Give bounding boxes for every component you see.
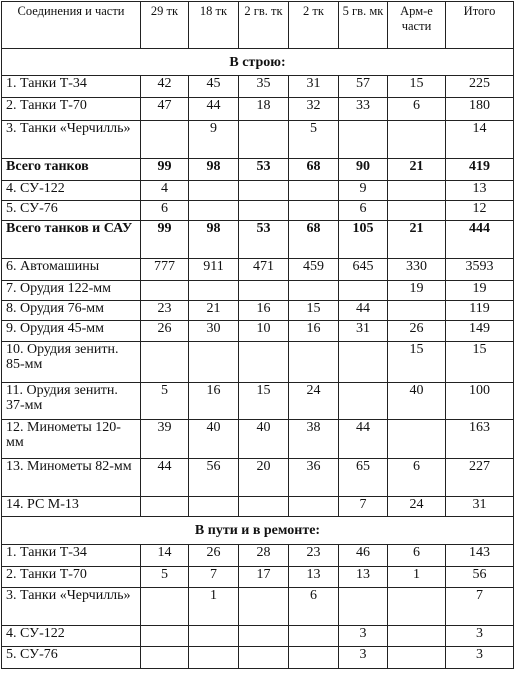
value-cell: 44: [339, 420, 388, 459]
total-cell: 13: [446, 181, 514, 201]
value-cell: 5: [289, 121, 339, 159]
value-cell: 40: [239, 420, 289, 459]
value-cell: 57: [339, 76, 388, 98]
total-cell: 31: [446, 497, 514, 517]
value-cell: 26: [189, 545, 239, 567]
row-label: 8. Орудия 76-мм: [2, 301, 141, 321]
value-cell: 19: [388, 281, 446, 301]
value-cell: 15: [239, 383, 289, 420]
value-cell: [289, 497, 339, 517]
section-title: В строю:: [2, 49, 514, 76]
value-cell: [239, 647, 289, 669]
total-row: [2, 159, 514, 181]
row-label: 11. Орудия зенитн. 37-мм: [2, 383, 141, 420]
total-cell: 119: [446, 301, 514, 321]
value-cell: 5: [141, 567, 189, 588]
value-cell: 471: [239, 259, 289, 281]
value-cell: [339, 121, 388, 159]
column-header: 18 тк: [189, 2, 239, 49]
row-label: 2. Танки Т-70: [2, 98, 141, 121]
value-cell: [189, 647, 239, 669]
value-cell: [388, 121, 446, 159]
value-cell: 56: [189, 459, 239, 497]
value-cell: [141, 281, 189, 301]
value-cell: 6: [289, 588, 339, 626]
value-cell: 6: [388, 545, 446, 567]
value-cell: [239, 342, 289, 383]
value-cell: [388, 647, 446, 669]
value-cell: [239, 181, 289, 201]
column-header: Арм-е части: [388, 2, 446, 49]
row-label: 4. СУ-122: [2, 626, 141, 647]
value-cell: [289, 647, 339, 669]
value-cell: 23: [289, 545, 339, 567]
value-cell: 31: [289, 76, 339, 98]
total-cell: 15: [446, 342, 514, 383]
row-label: 9. Орудия 45-мм: [2, 321, 141, 342]
value-cell: [339, 342, 388, 383]
value-cell: 98: [189, 159, 239, 181]
total-cell: 163: [446, 420, 514, 459]
row-label: 1. Танки Т-34: [2, 545, 141, 567]
section-title: В пути и в ремонте:: [2, 517, 514, 545]
header-row: [2, 2, 514, 49]
value-cell: 24: [289, 383, 339, 420]
value-cell: [141, 342, 189, 383]
table-row: [2, 420, 514, 459]
row-label: 6. Автомашины: [2, 259, 141, 281]
column-header: 29 тк: [141, 2, 189, 49]
value-cell: 777: [141, 259, 189, 281]
value-cell: 24: [388, 497, 446, 517]
value-cell: 53: [239, 159, 289, 181]
value-cell: 44: [189, 98, 239, 121]
value-cell: [388, 588, 446, 626]
total-row: [2, 221, 514, 259]
value-cell: [388, 201, 446, 221]
value-cell: [141, 588, 189, 626]
value-cell: 459: [289, 259, 339, 281]
value-cell: 15: [289, 301, 339, 321]
value-cell: 16: [189, 383, 239, 420]
value-cell: [189, 497, 239, 517]
total-cell: 419: [446, 159, 514, 181]
value-cell: [289, 281, 339, 301]
table-row: [2, 259, 514, 281]
table-row: [2, 281, 514, 301]
row-label: 4. СУ-122: [2, 181, 141, 201]
value-cell: 16: [289, 321, 339, 342]
table-row: [2, 321, 514, 342]
value-cell: 10: [239, 321, 289, 342]
value-cell: 9: [189, 121, 239, 159]
row-label: 2. Танки Т-70: [2, 567, 141, 588]
table-header: [2, 2, 514, 49]
value-cell: [189, 626, 239, 647]
value-cell: 911: [189, 259, 239, 281]
value-cell: 23: [141, 301, 189, 321]
value-cell: 7: [189, 567, 239, 588]
value-cell: [239, 626, 289, 647]
value-cell: 6: [388, 459, 446, 497]
total-cell: 56: [446, 567, 514, 588]
table-row: [2, 301, 514, 321]
row-label: 5. СУ-76: [2, 647, 141, 669]
value-cell: 46: [339, 545, 388, 567]
value-cell: 21: [189, 301, 239, 321]
column-header: 2 гв. тк: [239, 2, 289, 49]
value-cell: [239, 201, 289, 221]
value-cell: 90: [339, 159, 388, 181]
value-cell: 26: [388, 321, 446, 342]
value-cell: 40: [189, 420, 239, 459]
value-cell: [388, 301, 446, 321]
value-cell: [141, 121, 189, 159]
total-cell: 180: [446, 98, 514, 121]
table-row: [2, 567, 514, 588]
column-header: 5 гв. мк: [339, 2, 388, 49]
value-cell: [239, 588, 289, 626]
total-cell: 19: [446, 281, 514, 301]
value-cell: 68: [289, 159, 339, 181]
total-cell: 143: [446, 545, 514, 567]
value-cell: [289, 342, 339, 383]
value-cell: 99: [141, 159, 189, 181]
value-cell: 645: [339, 259, 388, 281]
value-cell: 26: [141, 321, 189, 342]
value-cell: 105: [339, 221, 388, 259]
value-cell: [388, 420, 446, 459]
table-row: [2, 626, 514, 647]
value-cell: 20: [239, 459, 289, 497]
value-cell: [141, 647, 189, 669]
value-cell: 3: [339, 647, 388, 669]
value-cell: [189, 281, 239, 301]
total-cell: 12: [446, 201, 514, 221]
value-cell: [141, 626, 189, 647]
value-cell: 40: [388, 383, 446, 420]
table-row: [2, 383, 514, 420]
value-cell: 9: [339, 181, 388, 201]
table-row: [2, 647, 514, 669]
total-cell: 100: [446, 383, 514, 420]
value-cell: 13: [289, 567, 339, 588]
equipment-table: [1, 1, 514, 669]
table-row: [2, 342, 514, 383]
value-cell: [339, 383, 388, 420]
table-row: [2, 181, 514, 201]
value-cell: [239, 497, 289, 517]
total-cell: 149: [446, 321, 514, 342]
value-cell: [289, 626, 339, 647]
section-header-row: [2, 517, 514, 545]
value-cell: 35: [239, 76, 289, 98]
value-cell: [289, 201, 339, 221]
row-label: 13. Минометы 82-мм: [2, 459, 141, 497]
total-cell: 3: [446, 626, 514, 647]
value-cell: 38: [289, 420, 339, 459]
value-cell: 68: [289, 221, 339, 259]
value-cell: 47: [141, 98, 189, 121]
row-label: 3. Танки «Черчилль»: [2, 588, 141, 626]
value-cell: 21: [388, 221, 446, 259]
value-cell: 16: [239, 301, 289, 321]
value-cell: 15: [388, 76, 446, 98]
total-cell: 3: [446, 647, 514, 669]
value-cell: 98: [189, 221, 239, 259]
section-header-row: [2, 49, 514, 76]
value-cell: 17: [239, 567, 289, 588]
total-cell: 444: [446, 221, 514, 259]
row-label: 5. СУ-76: [2, 201, 141, 221]
value-cell: 36: [289, 459, 339, 497]
value-cell: 330: [388, 259, 446, 281]
value-cell: 44: [339, 301, 388, 321]
value-cell: 7: [339, 497, 388, 517]
row-label: 12. Минометы 120-мм: [2, 420, 141, 459]
value-cell: [388, 181, 446, 201]
table-row: [2, 545, 514, 567]
total-cell: 3593: [446, 259, 514, 281]
value-cell: 6: [388, 98, 446, 121]
value-cell: 45: [189, 76, 239, 98]
total-cell: 14: [446, 121, 514, 159]
value-cell: [189, 201, 239, 221]
value-cell: [141, 497, 189, 517]
table-row: [2, 201, 514, 221]
value-cell: 13: [339, 567, 388, 588]
table-row: [2, 98, 514, 121]
value-cell: 53: [239, 221, 289, 259]
value-cell: [339, 588, 388, 626]
value-cell: 3: [339, 626, 388, 647]
row-label: Всего танков и САУ: [2, 221, 141, 259]
row-label: 14. РС М-13: [2, 497, 141, 517]
value-cell: [289, 181, 339, 201]
value-cell: 1: [388, 567, 446, 588]
table-row: [2, 497, 514, 517]
value-cell: 42: [141, 76, 189, 98]
value-cell: [189, 181, 239, 201]
value-cell: [239, 281, 289, 301]
value-cell: 32: [289, 98, 339, 121]
value-cell: [339, 281, 388, 301]
total-cell: 7: [446, 588, 514, 626]
value-cell: [239, 121, 289, 159]
table-row: [2, 121, 514, 159]
value-cell: 44: [141, 459, 189, 497]
column-header-units: Соединения и части: [2, 2, 141, 49]
value-cell: 14: [141, 545, 189, 567]
row-label: Всего танков: [2, 159, 141, 181]
row-label: 3. Танки «Черчилль»: [2, 121, 141, 159]
table-body: [2, 49, 514, 669]
table-row: [2, 76, 514, 98]
value-cell: [189, 342, 239, 383]
value-cell: 39: [141, 420, 189, 459]
value-cell: 28: [239, 545, 289, 567]
value-cell: 18: [239, 98, 289, 121]
row-label: 10. Орудия зенитн. 85-мм: [2, 342, 141, 383]
value-cell: 6: [141, 201, 189, 221]
value-cell: 30: [189, 321, 239, 342]
column-header: 2 тк: [289, 2, 339, 49]
column-header: Итого: [446, 2, 514, 49]
value-cell: 6: [339, 201, 388, 221]
total-cell: 225: [446, 76, 514, 98]
value-cell: [388, 626, 446, 647]
value-cell: 4: [141, 181, 189, 201]
value-cell: 33: [339, 98, 388, 121]
total-cell: 227: [446, 459, 514, 497]
value-cell: 31: [339, 321, 388, 342]
table-row: [2, 588, 514, 626]
value-cell: 15: [388, 342, 446, 383]
value-cell: 65: [339, 459, 388, 497]
row-label: 1. Танки Т-34: [2, 76, 141, 98]
value-cell: 1: [189, 588, 239, 626]
value-cell: 21: [388, 159, 446, 181]
value-cell: 5: [141, 383, 189, 420]
table-row: [2, 459, 514, 497]
row-label: 7. Орудия 122-мм: [2, 281, 141, 301]
value-cell: 99: [141, 221, 189, 259]
